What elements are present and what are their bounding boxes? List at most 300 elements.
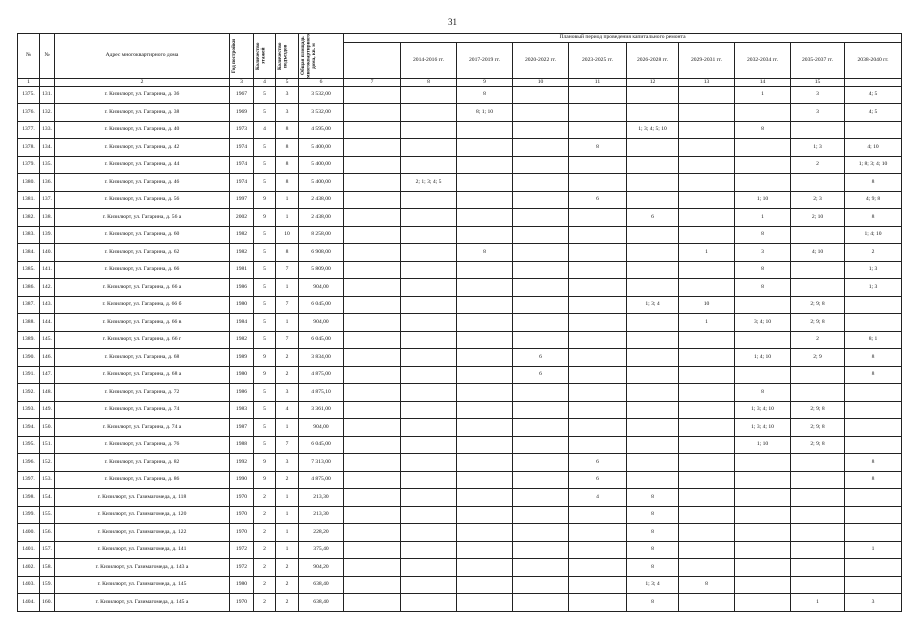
period-cell	[401, 279, 457, 297]
house-address: г. Кизилюрт, ул. Гагарина, д. 66	[55, 261, 230, 279]
row-number-local: 157.	[40, 541, 55, 559]
column-number-blank	[40, 78, 55, 86]
row-number-total: 1397.	[18, 471, 40, 489]
period-cell: 1	[735, 86, 791, 104]
period-cell	[401, 139, 457, 157]
floor-count: 2	[254, 594, 276, 612]
period-cell	[513, 191, 569, 209]
period-cell	[401, 471, 457, 489]
period-cell	[401, 296, 457, 314]
period-cell	[513, 541, 569, 559]
column-number: 15	[791, 78, 845, 86]
period-cell: 1	[679, 314, 735, 332]
period-cell	[513, 594, 569, 612]
period-cell	[457, 261, 513, 279]
period-cell	[513, 471, 569, 489]
floor-count: 9	[254, 191, 276, 209]
period-blank-cell	[344, 226, 401, 244]
period-cell: 2	[845, 244, 902, 262]
period-cell	[679, 226, 735, 244]
year-built: 1997	[230, 191, 254, 209]
period-cell	[513, 419, 569, 437]
total-area: 3 361,00	[299, 401, 344, 419]
column-number: 5	[276, 78, 299, 86]
period-cell	[401, 559, 457, 577]
year-built: 1967	[230, 86, 254, 104]
column-number: 8	[401, 78, 457, 86]
table-row	[18, 436, 902, 454]
period-cell	[457, 209, 513, 227]
total-area: 228,20	[299, 524, 344, 542]
period-cell	[791, 489, 845, 507]
row-number-local: 145.	[40, 331, 55, 349]
floor-count: 5	[254, 104, 276, 122]
period-cell	[791, 559, 845, 577]
row-number-local: 143.	[40, 296, 55, 314]
period-cell: 2; 9; 8	[791, 401, 845, 419]
row-number-local: 153.	[40, 471, 55, 489]
period-cell	[513, 139, 569, 157]
period-cell	[569, 226, 627, 244]
period-cell	[569, 559, 627, 577]
period-cell	[791, 121, 845, 139]
header-period: 2038-2040 гг.	[845, 43, 902, 79]
period-blank-cell	[344, 419, 401, 437]
house-address: г. Кизилюрт, ул. Гагарина, д. 36	[55, 86, 230, 104]
total-area: 5 400,00	[299, 139, 344, 157]
period-cell	[735, 594, 791, 612]
header-floors: Количество этажей	[254, 34, 276, 79]
table-row	[18, 156, 902, 174]
row-number-total: 1390.	[18, 349, 40, 367]
entrance-count: 2	[276, 559, 299, 577]
house-address: г. Кизилюрт, ул. Гагарина, д. 66 а	[55, 279, 230, 297]
entrance-count: 1	[276, 541, 299, 559]
period-cell	[569, 524, 627, 542]
house-address: г. Кизилюрт, ул. Гагарина, д. 76	[55, 436, 230, 454]
period-cell	[457, 559, 513, 577]
column-number: 9	[457, 78, 513, 86]
period-blank-cell	[344, 524, 401, 542]
table-row	[18, 349, 902, 367]
period-blank-cell	[344, 576, 401, 594]
period-cell	[401, 541, 457, 559]
row-number-total: 1398.	[18, 489, 40, 507]
period-cell: 1; 3; 4	[627, 576, 679, 594]
row-number-local: 148.	[40, 384, 55, 402]
period-cell	[569, 261, 627, 279]
row-number-total: 1384.	[18, 244, 40, 262]
period-blank-cell	[344, 244, 401, 262]
header-period: 2017-2019 гг.	[457, 43, 513, 79]
entrance-count: 3	[276, 454, 299, 472]
table-row	[18, 121, 902, 139]
year-built: 1974	[230, 156, 254, 174]
house-address: г. Кизилюрт, ул. Гагарина, д. 66 б	[55, 296, 230, 314]
period-cell	[457, 156, 513, 174]
period-cell	[569, 384, 627, 402]
house-address: г. Кизилюрт, ул. Газимагомеда, д. 145 а	[55, 594, 230, 612]
period-cell	[513, 576, 569, 594]
table-row	[18, 296, 902, 314]
period-cell	[679, 419, 735, 437]
total-area: 4 595,00	[299, 121, 344, 139]
row-number-total: 1387.	[18, 296, 40, 314]
total-area: 638,40	[299, 576, 344, 594]
entrance-count: 8	[276, 174, 299, 192]
period-cell: 2; 9; 8	[791, 296, 845, 314]
floor-count: 2	[254, 541, 276, 559]
period-cell: 6	[569, 191, 627, 209]
entrance-count: 2	[276, 366, 299, 384]
column-number-blank	[845, 78, 902, 86]
row-number-total: 1383.	[18, 226, 40, 244]
period-cell	[845, 121, 902, 139]
period-cell	[401, 454, 457, 472]
period-cell	[401, 401, 457, 419]
period-cell	[569, 436, 627, 454]
period-cell	[627, 314, 679, 332]
period-cell	[735, 576, 791, 594]
period-cell	[679, 541, 735, 559]
period-cell: 8	[679, 576, 735, 594]
period-cell: 1	[679, 244, 735, 262]
period-cell	[513, 524, 569, 542]
year-built: 1992	[230, 454, 254, 472]
period-cell	[513, 244, 569, 262]
period-blank-cell	[344, 261, 401, 279]
entrance-count: 1	[276, 419, 299, 437]
row-number-local: 155.	[40, 506, 55, 524]
period-cell	[845, 296, 902, 314]
period-cell	[679, 594, 735, 612]
floor-count: 5	[254, 296, 276, 314]
header-period: 2026-2028 гг.	[627, 43, 679, 79]
period-cell: 1	[735, 209, 791, 227]
entrance-count: 1	[276, 506, 299, 524]
period-cell	[513, 384, 569, 402]
total-area: 6 045,00	[299, 436, 344, 454]
column-number: 4	[254, 78, 276, 86]
floor-count: 2	[254, 524, 276, 542]
floor-count: 9	[254, 209, 276, 227]
house-address: г. Кизилюрт, ул. Гагарина, д. 56 а	[55, 209, 230, 227]
row-number-total: 1396.	[18, 454, 40, 472]
floor-count: 2	[254, 559, 276, 577]
table-row	[18, 419, 902, 437]
period-cell	[845, 559, 902, 577]
house-address: г. Кизилюрт, ул. Гагарина, д. 44	[55, 156, 230, 174]
period-cell	[679, 279, 735, 297]
period-cell	[791, 471, 845, 489]
period-cell: 2	[791, 156, 845, 174]
house-address: г. Кизилюрт, ул. Газимагомеда, д. 122	[55, 524, 230, 542]
period-blank-cell	[344, 331, 401, 349]
house-address: г. Кизилюрт, ул. Гагарина, д. 56	[55, 191, 230, 209]
period-blank-cell	[344, 471, 401, 489]
row-number-local: 144.	[40, 314, 55, 332]
total-area: 6 045,00	[299, 296, 344, 314]
period-cell: 3; 4; 10	[735, 314, 791, 332]
period-blank-cell	[344, 191, 401, 209]
period-cell: 8	[845, 174, 902, 192]
period-cell	[513, 331, 569, 349]
period-cell	[569, 314, 627, 332]
table-row	[18, 384, 902, 402]
period-cell	[401, 121, 457, 139]
floor-count: 5	[254, 331, 276, 349]
period-cell	[627, 401, 679, 419]
floor-count: 2	[254, 506, 276, 524]
table-row	[18, 104, 902, 122]
period-cell: 8	[457, 244, 513, 262]
entrance-count: 2	[276, 349, 299, 367]
row-number-total: 1385.	[18, 261, 40, 279]
row-number-total: 1376.	[18, 104, 40, 122]
period-cell	[845, 436, 902, 454]
period-cell	[627, 226, 679, 244]
period-blank-cell	[344, 104, 401, 122]
period-cell	[457, 349, 513, 367]
period-cell	[457, 471, 513, 489]
table-row	[18, 226, 902, 244]
period-cell	[679, 174, 735, 192]
period-cell: 1; 3; 4; 5; 10	[627, 121, 679, 139]
header-period: 2029-2031 гг.	[679, 43, 735, 79]
period-cell	[569, 506, 627, 524]
period-cell	[679, 384, 735, 402]
period-blank-cell	[344, 541, 401, 559]
period-cell	[569, 244, 627, 262]
table-row	[18, 139, 902, 157]
period-cell: 8	[735, 226, 791, 244]
row-number-total: 1393.	[18, 401, 40, 419]
period-cell: 3	[791, 104, 845, 122]
row-number-local: 160.	[40, 594, 55, 612]
row-number-total: 1400.	[18, 524, 40, 542]
house-address: г. Кизилюрт, ул. Гагарина, д. 42	[55, 139, 230, 157]
period-cell: 3	[791, 86, 845, 104]
house-address: г. Кизилюрт, ул. Газимагомеда, д. 118	[55, 489, 230, 507]
period-cell	[457, 506, 513, 524]
period-cell	[457, 524, 513, 542]
period-cell	[569, 594, 627, 612]
period-cell: 8	[735, 279, 791, 297]
period-cell	[401, 419, 457, 437]
year-built: 1972	[230, 541, 254, 559]
period-cell: 1; 3	[845, 261, 902, 279]
period-cell	[513, 174, 569, 192]
house-address: г. Кизилюрт, ул. Гагарина, д. 86	[55, 471, 230, 489]
period-blank-cell	[344, 86, 401, 104]
year-built: 1974	[230, 139, 254, 157]
period-cell	[569, 174, 627, 192]
period-cell	[679, 366, 735, 384]
period-cell	[401, 506, 457, 524]
year-built: 1980	[230, 576, 254, 594]
row-number-local: 158.	[40, 559, 55, 577]
period-cell	[627, 331, 679, 349]
header-entrances: Количество подъездов	[276, 34, 299, 79]
year-built: 2002	[230, 209, 254, 227]
period-cell	[735, 139, 791, 157]
row-number-total: 1380.	[18, 174, 40, 192]
period-cell: 6	[569, 454, 627, 472]
period-cell	[791, 541, 845, 559]
header-period: 2014-2016 гг.	[401, 43, 457, 79]
period-cell: 8	[627, 559, 679, 577]
table-row	[18, 366, 902, 384]
floor-count: 5	[254, 86, 276, 104]
period-cell	[627, 384, 679, 402]
house-address: г. Кизилюрт, ул. Гагарина, д. 68	[55, 349, 230, 367]
total-area: 2 438,00	[299, 209, 344, 227]
table-row	[18, 506, 902, 524]
period-cell	[791, 261, 845, 279]
column-number: 3	[230, 78, 254, 86]
table-row	[18, 471, 902, 489]
table-row	[18, 331, 902, 349]
period-cell	[679, 104, 735, 122]
period-cell: 1; 10	[735, 191, 791, 209]
floor-count: 5	[254, 139, 276, 157]
header-period: 2023-2025 гг.	[569, 43, 627, 79]
row-number-total: 1395.	[18, 436, 40, 454]
row-number-total: 1399.	[18, 506, 40, 524]
header-period: 2035-2037 гг.	[791, 43, 845, 79]
period-cell	[679, 559, 735, 577]
total-area: 3 532,00	[299, 104, 344, 122]
period-cell	[513, 506, 569, 524]
period-cell	[457, 401, 513, 419]
period-cell	[679, 401, 735, 419]
period-cell	[569, 331, 627, 349]
row-number-local: 159.	[40, 576, 55, 594]
period-cell	[679, 471, 735, 489]
period-cell: 10	[679, 296, 735, 314]
period-cell	[679, 86, 735, 104]
year-built: 1974	[230, 174, 254, 192]
period-cell	[845, 401, 902, 419]
column-number: 1	[18, 78, 40, 86]
period-cell	[627, 139, 679, 157]
house-address: г. Кизилюрт, ул. Гагарина, д. 82	[55, 454, 230, 472]
period-cell	[401, 86, 457, 104]
period-cell	[401, 594, 457, 612]
floor-count: 2	[254, 576, 276, 594]
entrance-count: 7	[276, 296, 299, 314]
period-cell	[569, 401, 627, 419]
header-period: 2032-2034 гг.	[735, 43, 791, 79]
house-address: г. Кизилюрт, ул. Газимагомеда, д. 120	[55, 506, 230, 524]
year-built: 1986	[230, 384, 254, 402]
house-address: г. Кизилюрт, ул. Гагарина, д. 68 а	[55, 366, 230, 384]
table-row	[18, 454, 902, 472]
floor-count: 5	[254, 261, 276, 279]
period-cell	[627, 156, 679, 174]
period-cell	[627, 349, 679, 367]
floor-count: 5	[254, 244, 276, 262]
house-address: г. Кизилюрт, ул. Гагарина, д. 74	[55, 401, 230, 419]
period-cell	[791, 454, 845, 472]
period-blank-cell	[344, 209, 401, 227]
row-number-local: 141.	[40, 261, 55, 279]
period-cell	[679, 454, 735, 472]
period-cell	[457, 191, 513, 209]
period-cell	[735, 559, 791, 577]
period-blank-cell	[344, 594, 401, 612]
period-cell	[735, 156, 791, 174]
period-cell	[679, 331, 735, 349]
period-cell: 8	[457, 86, 513, 104]
period-cell: 4	[569, 489, 627, 507]
period-cell	[513, 436, 569, 454]
year-built: 1986	[230, 279, 254, 297]
period-cell	[457, 576, 513, 594]
house-address: г. Кизилюрт, ул. Газимагомеда, д. 141	[55, 541, 230, 559]
period-blank-cell	[344, 156, 401, 174]
period-blank-cell	[344, 384, 401, 402]
period-cell	[457, 366, 513, 384]
year-built: 1983	[230, 401, 254, 419]
period-cell	[401, 524, 457, 542]
row-number-local: 154.	[40, 489, 55, 507]
floor-count: 5	[254, 419, 276, 437]
row-number-local: 150.	[40, 419, 55, 437]
year-built: 1970	[230, 594, 254, 612]
row-number-local: 137.	[40, 191, 55, 209]
period-cell	[627, 419, 679, 437]
row-number-total: 1394.	[18, 419, 40, 437]
period-cell	[513, 559, 569, 577]
period-cell	[569, 576, 627, 594]
period-cell: 4; 5	[845, 104, 902, 122]
house-address: г. Кизилюрт, ул. Гагарина, д. 66 г	[55, 331, 230, 349]
period-cell	[457, 489, 513, 507]
period-cell	[513, 261, 569, 279]
floor-count: 5	[254, 401, 276, 419]
period-cell: 2; 9	[791, 349, 845, 367]
period-cell	[457, 296, 513, 314]
header-address: Адрес многоквартирного дома	[55, 34, 230, 79]
table-row	[18, 209, 902, 227]
period-cell: 2; 9; 8	[791, 314, 845, 332]
floor-count: 9	[254, 454, 276, 472]
period-cell	[845, 576, 902, 594]
period-cell	[679, 209, 735, 227]
period-cell	[679, 139, 735, 157]
table-row	[18, 594, 902, 612]
period-cell: 1; 10	[735, 436, 791, 454]
period-cell: 6	[513, 349, 569, 367]
row-number-total: 1391.	[18, 366, 40, 384]
period-cell	[569, 349, 627, 367]
period-cell: 8	[627, 541, 679, 559]
entrance-count: 4	[276, 401, 299, 419]
table-row	[18, 576, 902, 594]
period-cell: 2	[791, 331, 845, 349]
period-cell: 8	[845, 471, 902, 489]
period-cell	[791, 279, 845, 297]
period-cell	[569, 121, 627, 139]
period-cell	[569, 86, 627, 104]
period-blank-cell	[344, 121, 401, 139]
period-cell	[401, 314, 457, 332]
floor-count: 9	[254, 366, 276, 384]
column-number-row	[18, 78, 902, 86]
column-number: 13	[679, 78, 735, 86]
entrance-count: 8	[276, 139, 299, 157]
